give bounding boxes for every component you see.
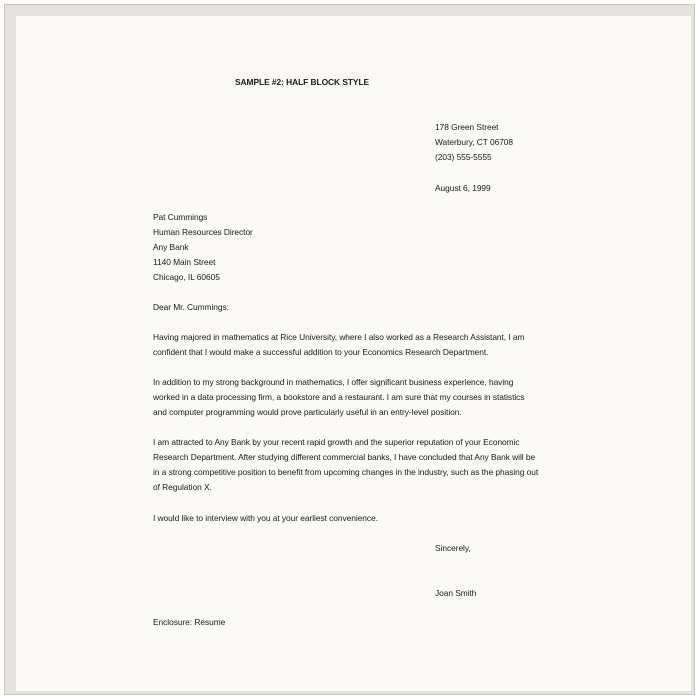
paragraph-line: In addition to my strong background in mathematics, I offer significant business experience, having (153, 377, 514, 387)
recipient-street: 1140 Main Street (153, 257, 216, 267)
paragraph-line: in a strong competitive position to benefit from upcoming changes in the industry, such as the phasing out (153, 467, 539, 477)
paragraph-line: of Regulation X. (153, 482, 212, 492)
signature-name: Joan Smith (435, 588, 477, 598)
recipient-title: Human Resources Director (153, 227, 253, 237)
letter-date: August 6, 1999 (435, 183, 491, 193)
image-frame (3, 3, 696, 696)
closing: Sincerely, (435, 543, 471, 553)
paragraph-line: I am attracted to Any Bank by your recent rapid growth and the superior reputation of your Economic (153, 437, 520, 447)
paragraph-line: Having majored in mathematics at Rice University, where I also worked as a Research Assistant, I am (153, 332, 525, 342)
salutation: Dear Mr. Cummings: (153, 302, 229, 312)
sender-phone: (203) 555-5555 (435, 152, 492, 162)
recipient-city: Chicago, IL 60605 (153, 272, 220, 282)
paragraph-line: Research Department. After studying different commercial banks, I have concluded that Any Bank will be (153, 452, 536, 462)
recipient-name: Pat Cummings (153, 212, 208, 222)
recipient-company: Any Bank (153, 242, 189, 252)
paragraph-line: confident that I would make a successful addition to your Economics Research Department. (153, 347, 489, 357)
letter-page (16, 16, 691, 691)
document-title: SAMPLE #2: HALF BLOCK STYLE (235, 77, 370, 87)
enclosure-note: Enclosure: Resume (153, 617, 226, 627)
sender-city: Waterbury, CT 06708 (435, 137, 514, 147)
paragraph-line: and computer programming would prove particularly useful in an entry-level position. (153, 407, 462, 417)
sender-street: 178 Green Street (435, 122, 499, 132)
paragraph-line: I would like to interview with you at your earliest convenience. (153, 513, 378, 523)
paragraph-line: worked in a data processing firm, a bookstore and a restaurant. I am sure that my courses in statistics (153, 392, 525, 402)
